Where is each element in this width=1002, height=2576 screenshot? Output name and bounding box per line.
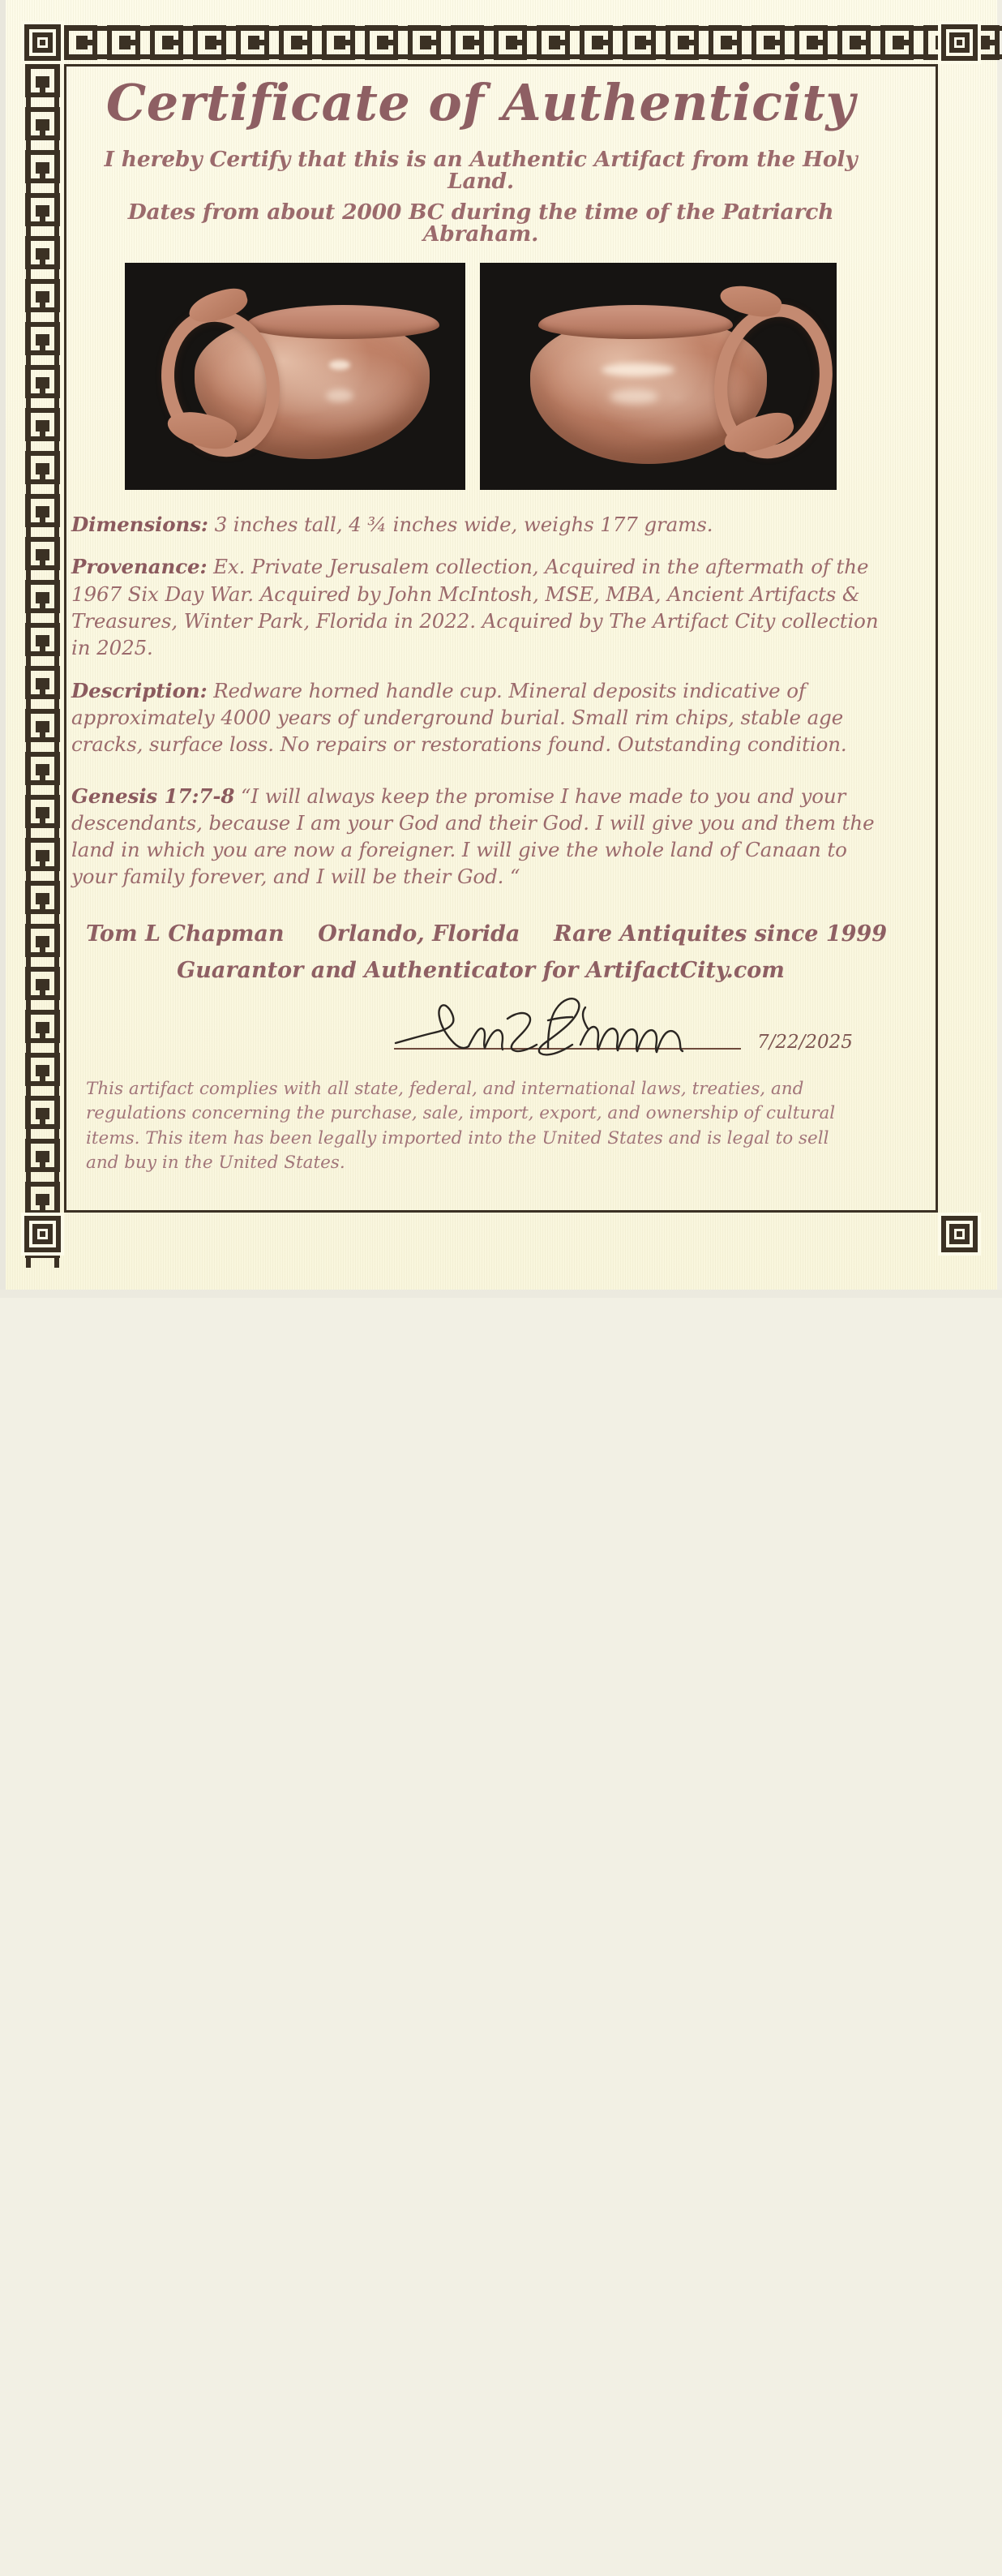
border-corner-bottom-left xyxy=(21,1213,64,1256)
pot-rim-right xyxy=(538,305,733,339)
handwritten-signature xyxy=(389,986,762,1064)
signatory-role: Guarantor and Authenticator for ArtifactCity.com xyxy=(177,957,785,983)
dimensions-label: Dimensions: xyxy=(71,513,208,536)
page-title: Certificate of Authenticity xyxy=(105,73,856,132)
description-label: Description: xyxy=(71,678,208,702)
signature-area xyxy=(71,991,890,1066)
scan-edge-right xyxy=(997,0,1002,1298)
scan-edge-left xyxy=(0,0,6,1298)
signatory-location: Orlando, Florida xyxy=(318,921,520,947)
pot-deposit-right xyxy=(610,389,658,404)
provenance-block xyxy=(71,553,890,661)
pot-deposit-left xyxy=(326,389,353,402)
description-value: Redware horned handle cup. Mineral deposits indicative of approximately 4000 years of underground burial. Small rim chips, stable age cracks, surface loss. No repairs or restorations found. Outstanding condition. xyxy=(71,678,847,757)
lead-line-1: I hereby Certify that this is an Authentic Artifact from the Holy Land. xyxy=(104,147,858,194)
scripture-label: Genesis 17:7-8 xyxy=(71,784,235,808)
artifact-photos xyxy=(71,263,890,490)
border-corner-bottom-right xyxy=(938,1213,981,1256)
description-block xyxy=(71,677,890,758)
dimensions-block xyxy=(71,511,890,538)
artifact-photo-left xyxy=(125,263,465,490)
dimensions-value: 3 inches tall, 4 ¾ inches wide, weighs 177 grams. xyxy=(208,513,713,536)
certificate-content xyxy=(71,73,890,1176)
signature-date: 7/22/2025 xyxy=(757,1031,853,1053)
artifact-photo-right xyxy=(480,263,837,490)
pot-rim-left xyxy=(246,305,439,339)
legal-disclaimer: This artifact complies with all state, federal, and international laws, treaties, and regulations concerning the purchase, sale, import, export, and ownership of cultural items. This item has been legally imported into the United States and is legal to sell and buy in the United States. xyxy=(86,1078,836,1174)
scripture-block xyxy=(71,783,890,891)
border-corner-top-left xyxy=(21,21,64,64)
pot-highlight-left xyxy=(329,360,350,370)
provenance-value: Ex. Private Jerusalem collection, Acquired in the aftermath of the 1967 Six Day War. Acquired by John McIntosh, MSE, MBA, Ancient Artifacts & Treasures, Winter Park, Florida in 2022. Acquired by The Artifact City collection in 2025. xyxy=(71,555,879,660)
border-corner-top-right xyxy=(938,21,981,64)
provenance-label: Provenance: xyxy=(71,555,208,579)
signatory-name: Tom L Chapman xyxy=(86,921,285,947)
scripture-value: “I will always keep the promise I have made to you and your descendants, because I am your God and their God. I will give you and them the land in which you are now a foreigner. I will give the whole land of Canaan to your family forever, and I will be their God. “ xyxy=(71,784,875,889)
border-band-right xyxy=(21,1342,64,2576)
pot-highlight-right xyxy=(602,363,674,376)
scan-edge-bottom xyxy=(0,1290,1002,1298)
lead-line-2: Dates from about 2000 BC during the time of the Patriarch Abraham. xyxy=(127,200,834,247)
signatory-row xyxy=(71,921,890,947)
signatory-tagline: Rare Antiquites since 1999 xyxy=(554,921,887,947)
